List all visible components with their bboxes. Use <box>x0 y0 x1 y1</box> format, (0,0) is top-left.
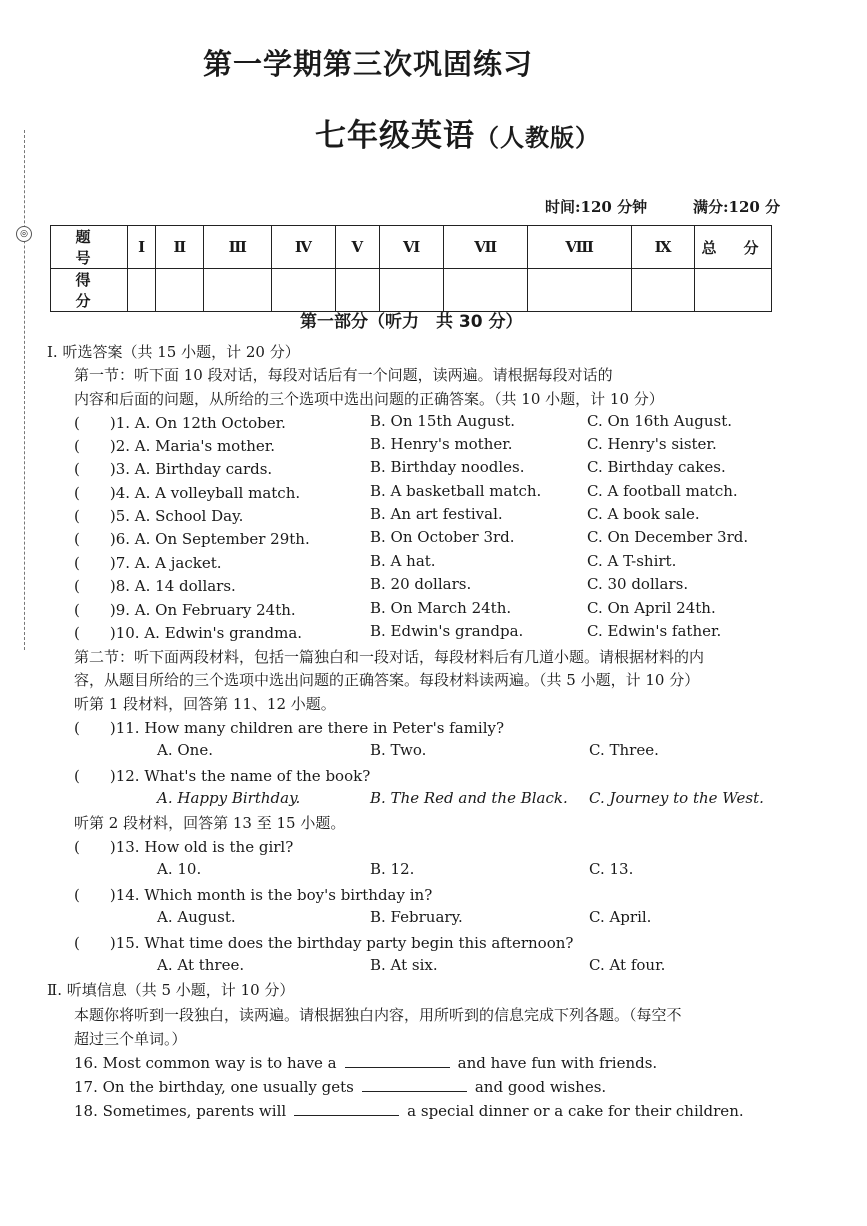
option-c: C. A T-shirt. <box>587 552 677 570</box>
score-input-cell[interactable] <box>335 269 379 312</box>
question-17 <box>74 1077 606 1096</box>
question-16-suffix: and have fun with friends. <box>457 1054 658 1072</box>
question-3: ( )3. A. Birthday cards. <box>74 460 273 478</box>
question-12: ( )12. What's the name of the book? <box>74 767 371 785</box>
option-b: B. Two. <box>370 741 427 759</box>
score-input-cell[interactable] <box>204 269 272 312</box>
option-c: C. April. <box>589 908 652 926</box>
question-13: ( )13. How old is the girl? <box>74 838 294 856</box>
option-c: C. 30 dollars. <box>587 575 689 593</box>
option-c: C. On April 24th. <box>587 599 716 617</box>
option-c: C. A football match. <box>587 482 738 500</box>
question-10: ( )10. A. Edwin's grandma. <box>74 624 303 642</box>
option-b: B. A basketball match. <box>370 482 542 500</box>
option-c: C. A book sale. <box>587 505 700 523</box>
subject-title: 七年级英语 <box>315 118 475 154</box>
section-one-instruction: 内容和后面的问题，从所给的三个选项中选出问题的正确答案。（共 10 小题，计 10 分） <box>74 390 664 408</box>
answer-blank[interactable] <box>345 1053 450 1068</box>
question-16-prefix: 16. Most common way is to have a <box>74 1054 337 1072</box>
section-two-instruction: 容，从题目所给的三个选项中选出问题的正确答案。每段材料读两遍。（共 5 小题，计 10 分） <box>74 671 700 689</box>
question-17-prefix: 17. On the birthday, one usually gets <box>74 1078 354 1096</box>
score-input-cell[interactable] <box>632 269 695 312</box>
option-b: B. Birthday noodles. <box>370 458 525 476</box>
option-b: B. A hat. <box>370 552 436 570</box>
binding-line <box>24 130 25 650</box>
section-two-fill-instruction: 超过三个单词。） <box>74 1030 187 1048</box>
score-table-cell: 得 分 <box>51 269 128 312</box>
exam-subtitle <box>315 110 600 155</box>
answer-blank[interactable] <box>294 1101 399 1116</box>
question-14: ( )14. Which month is the boy's birthday in? <box>74 886 433 904</box>
option-c: C. Edwin's father. <box>587 622 722 640</box>
part-one-title: 第一部分（听力 共 30 分） <box>300 312 523 332</box>
question-16 <box>74 1053 657 1072</box>
option-c <box>589 789 764 807</box>
question-7: ( )7. A. A jacket. <box>74 554 222 572</box>
score-input-cell[interactable] <box>695 269 772 312</box>
score-input-cell[interactable] <box>444 269 528 312</box>
option-b: B. 20 dollars. <box>370 575 472 593</box>
option-c: C. Three. <box>589 741 659 759</box>
score-table-header-row <box>51 226 772 269</box>
score-table-score-row <box>51 269 772 312</box>
option-a <box>157 789 300 807</box>
option-c-text: C. Journey to the West. <box>589 789 764 807</box>
question-2: ( )2. A. Maria's mother. <box>74 437 276 455</box>
option-c: C. On 16th August. <box>587 412 732 430</box>
question-18 <box>74 1101 744 1120</box>
option-c: C. Henry's sister. <box>587 435 717 453</box>
option-b: B. 12. <box>370 860 415 878</box>
score-table-cell: Ⅰ <box>128 226 156 269</box>
full-score: 满分:120 分 <box>693 198 781 216</box>
option-c: C. 13. <box>589 860 634 878</box>
option-b: B. On March 24th. <box>370 599 512 617</box>
option-a: A. At three. <box>157 956 245 974</box>
option-a-text: A. Happy Birthday. <box>157 789 301 807</box>
question-11: ( )11. How many children are there in Peter's family? <box>74 719 505 737</box>
time-limit: 时间:120 分钟 <box>545 198 648 216</box>
option-b: B. On 15th August. <box>370 412 516 430</box>
question-18-prefix: 18. Sometimes, parents will <box>74 1102 287 1120</box>
question-1: ( )1. A. On 12th October. <box>74 414 286 432</box>
option-b: B. February. <box>370 908 463 926</box>
edition-label: （人教版） <box>475 124 600 152</box>
question-18-suffix: a special dinner or a cake for their children. <box>407 1102 744 1120</box>
score-table-cell: Ⅳ <box>272 226 335 269</box>
score-table-cell: Ⅸ <box>632 226 695 269</box>
score-table-cell: Ⅴ <box>335 226 379 269</box>
question-6: ( )6. A. On September 29th. <box>74 530 310 548</box>
option-c: C. On December 3rd. <box>587 528 749 546</box>
score-table-cell: 题 号 <box>51 226 128 269</box>
material-one-label: 听第 1 段材料，回答第 11、12 小题。 <box>74 695 336 713</box>
option-b: B. Henry's mother. <box>370 435 513 453</box>
answer-blank[interactable] <box>362 1077 467 1092</box>
binding-hole-icon: ◎ <box>16 226 32 242</box>
score-table-cell: 总 分 <box>695 226 772 269</box>
score-table-cell: Ⅶ <box>444 226 528 269</box>
section-one-instruction: 第一节：听下面 10 段对话，每段对话后有一个问题，读两遍。请根据每段对话的 <box>74 366 613 384</box>
option-a: A. One. <box>157 741 213 759</box>
section-two-heading: Ⅱ. 听填信息（共 5 小题，计 10 分） <box>47 981 295 999</box>
score-table-cell: Ⅷ <box>528 226 632 269</box>
option-c: C. Birthday cakes. <box>587 458 726 476</box>
exam-title: 第一学期第三次巩固练习 <box>203 47 534 81</box>
question-4: ( )4. A. A volleyball match. <box>74 484 301 502</box>
section-two-instruction: 第二节：听下面两段材料，包括一篇独白和一段对话，每段材料后有几道小题。请根据材料的内 <box>74 648 705 666</box>
question-9: ( )9. A. On February 24th. <box>74 601 296 619</box>
question-8: ( )8. A. 14 dollars. <box>74 577 236 595</box>
question-5: ( )5. A. School Day. <box>74 507 244 525</box>
score-input-cell[interactable] <box>156 269 204 312</box>
option-a: A. 10. <box>157 860 202 878</box>
option-c: C. At four. <box>589 956 666 974</box>
option-b: B. An art festival. <box>370 505 503 523</box>
score-input-cell[interactable] <box>380 269 444 312</box>
section-two-fill-instruction: 本题你将听到一段独白，读两遍。请根据独白内容，用所听到的信息完成下列各题。（每空不 <box>74 1006 682 1024</box>
option-b <box>370 789 568 807</box>
score-input-cell[interactable] <box>128 269 156 312</box>
score-table-cell: Ⅵ <box>380 226 444 269</box>
score-input-cell[interactable] <box>272 269 335 312</box>
option-b: B. On October 3rd. <box>370 528 515 546</box>
option-a: A. August. <box>157 908 236 926</box>
section-one-heading: Ⅰ. 听选答案（共 15 小题，计 20 分） <box>47 343 300 361</box>
score-input-cell[interactable] <box>528 269 632 312</box>
question-17-suffix: and good wishes. <box>474 1078 607 1096</box>
score-table <box>50 225 772 312</box>
option-b: B. At six. <box>370 956 438 974</box>
option-b: B. Edwin's grandpa. <box>370 622 524 640</box>
score-table-cell: Ⅲ <box>204 226 272 269</box>
option-b-text: B. The Red and the Black. <box>370 789 568 807</box>
question-15: ( )15. What time does the birthday party begin this afternoon? <box>74 934 574 952</box>
material-two-label: 听第 2 段材料，回答第 13 至 15 小题。 <box>74 814 346 832</box>
score-table-cell: Ⅱ <box>156 226 204 269</box>
